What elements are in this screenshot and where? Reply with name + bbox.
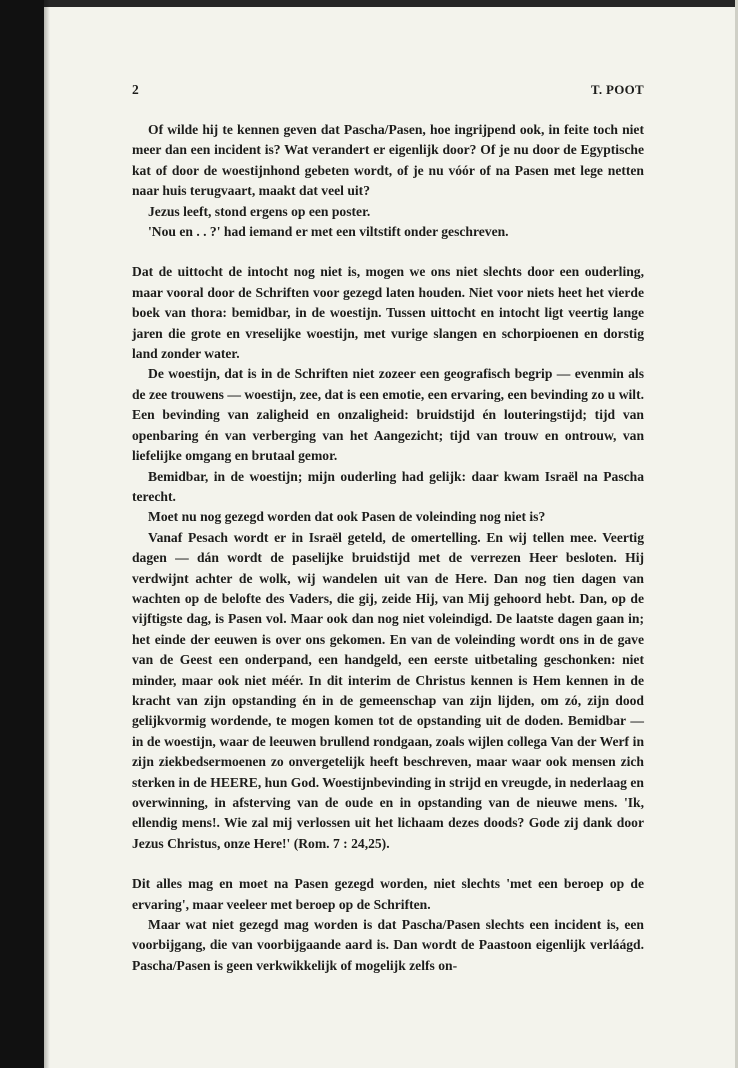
section-break (132, 854, 644, 874)
paragraph: Maar wat niet gezegd mag worden is dat Pascha/Pasen slechts een incident is, een voorbijgang, die van voorbijgaande aard is. Dan wordt de Paastoon eigenlijk verláágd. Pascha/Pasen is geen verkwikkelijk of mogelijk zelfs on- (132, 917, 644, 973)
running-header (132, 80, 644, 100)
section-1 (132, 120, 644, 242)
paragraph: Vanaf Pesach wordt er in Israël geteld, de omertelling. En wij tellen mee. Veertig dagen — dán wordt de paselijke bruidstijd met de verrezen Heer besloten. Hij verdwijnt achter de wolk, wij wandelen uit van de Here. Dan nog tien dagen van wachten op de belofte des Vaders, die gij, zeide Hij, van Mij gehoord hebt. Dan, op de vijftigste dag, is Pasen vol. Maar ook dan nog niet voleindigd. De laatste dagen gaan in; het einde der eeuwen is over ons gekomen. En van de voleinding wordt ons in de gave van de Geest een onderpand, een handgeld, een eerste uitbetaling geschonken: niet minder, maar ook niet méér. In dit interim de Christus kennen is Hem kennen in de kracht van zijn opstanding én in de gemeenschap van zijn lijden, om zó, zijn dood gelijkvormig wordende, te mogen komen tot de opstanding uit de doden. Bemidbar — in de woestijn, waar de leeuwen brullend rondgaan, zoals wijlen collega Van der Werf in zijn ziekbedsermoenen zo onvergetelijk heeft beschreven, maar waar ook mensen zich sterken in de HEERE, hun God. Woestijnbevinding in strijd en vreugde, in nederlaag en overwinning, in afsterving van de oude en in opstanding van de nieuwe mens. 'Ik, ellendig mens!. Wie zal mij verlossen uit het lichaam dezes doods? Gode zij dank door Jezus Christus, onze Here!' (Rom. 7 : 24,25). (132, 529, 644, 851)
paragraph: Dat de uittocht de intocht nog niet is, mogen we ons niet slechts door een ouderling, maar vooral door de Schriften voor gezegd laten houden. Niet voor niets heet het vierde boek van thora: bemidbar, in de woestijn. Tussen uittocht en intocht ligt veertig lange jaren die grote en vreselijke woestijn, met vurige slangen en schorpioenen en dorstig land zonder water. (132, 264, 644, 362)
paragraph: Dit alles mag en moet na Pasen gezegd worden, niet slechts 'met een beroep op de ervaring', maar veeleer met beroep op de Schriften. (132, 876, 644, 912)
section-3 (132, 874, 644, 976)
document-page (132, 80, 644, 976)
scan-left-shadow (44, 0, 50, 1068)
paragraph: Of wilde hij te kennen geven dat Pascha/Pasen, hoe ingrijpend ook, in feite toch niet meer dan een incident is? Wat verandert er eigenlijk door? Of je nu door de Egyptische kat of door de woestijnhond gebeten wordt, of je nu vóór of na Pasen met lege netten naar huis terugvaart, maakt dat veel uit? (132, 122, 644, 199)
scan-left-edge (0, 0, 44, 1068)
page-number: 2 (132, 82, 139, 97)
scan-top-edge (0, 0, 738, 7)
paragraph: De woestijn, dat is in de Schriften niet zozeer een geografisch begrip — evenmin als de zee trouwens — woestijn, zee, dat is een emotie, een ervaring, een bevinding zo u wilt. Een bevinding van zaligheid en onzaligheid: bruidstijd én louteringstijd; tijd van openbaring én van verberging van het Aangezicht; tijd van trouw en ontrouw, van liefelijke omgang en brutaal gemor. (132, 366, 644, 464)
paragraph: 'Nou en . . ?' had iemand er met een viltstift onder geschreven. (148, 224, 509, 240)
section-2 (132, 262, 644, 854)
paragraph: Jezus leeft, stond ergens op een poster. (148, 203, 371, 219)
section-break (132, 242, 644, 262)
paragraph: Moet nu nog gezegd worden dat ook Pasen de voleinding nog niet is? (148, 509, 546, 525)
paragraph: Bemidbar, in de woestijn; mijn ouderling had gelijk: daar kwam Israël na Pascha terecht. (132, 468, 644, 504)
running-head-author: T. POOT (590, 82, 644, 97)
